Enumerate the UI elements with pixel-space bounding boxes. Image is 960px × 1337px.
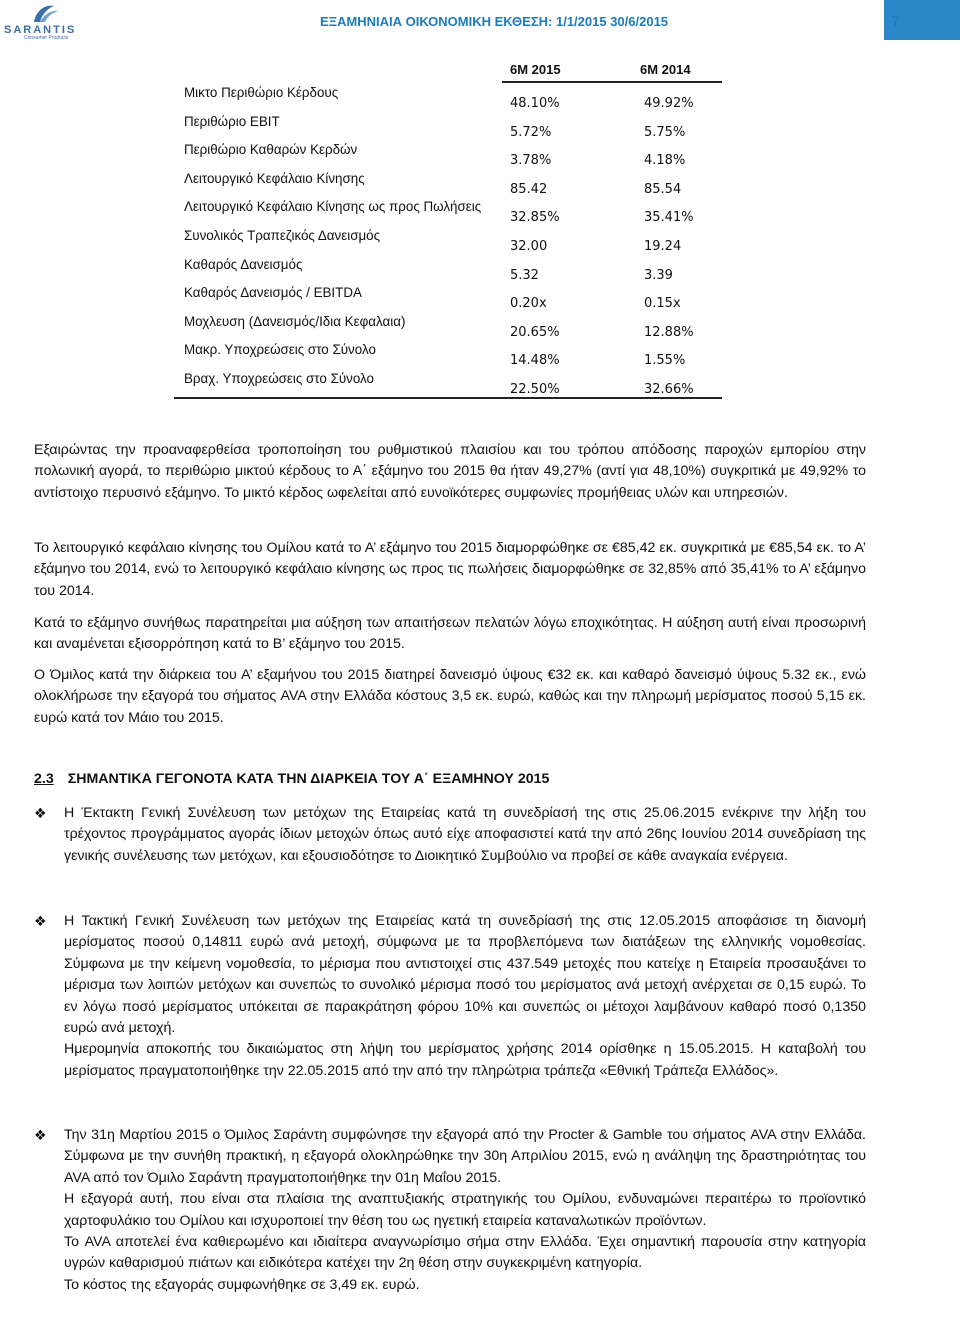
value-2015: 0.20x — [510, 296, 547, 312]
value-2014: 3.39 — [644, 267, 673, 283]
value-2015: 5.72% — [510, 124, 552, 140]
value-2015: 32.85% — [510, 210, 560, 226]
value-2014: 5.75% — [644, 124, 686, 140]
bullet-text: Το κόστος της εξαγοράς συμφωνήθηκε σε 3,49 εκ. ευρώ. — [64, 1276, 420, 1293]
ratio-label: Καθαρός Δανεισμός / EBITDA — [184, 285, 362, 301]
value-2014: 12.88% — [644, 324, 694, 340]
four-diamond-bullet-icon: ❖ — [34, 913, 47, 929]
value-2014: 4.18% — [644, 153, 686, 169]
company-logo — [4, 2, 82, 42]
ratio-label: Μοχλευση (Δανεισμός/Ιδια Κεφαλαια) — [184, 313, 406, 329]
value-2015: 85.42 — [510, 181, 548, 197]
bullet-item-agm-dividend — [34, 911, 866, 1082]
value-2015: 48.10% — [510, 96, 560, 111]
ratio-label: Καθαρός Δανεισμός — [184, 256, 303, 272]
value-2015: 3.78% — [510, 153, 552, 169]
bullet-text: Η εξαγορά αυτή, που είναι στα πλαίσια της αναπτυξιακής στρατηγικής του Ομίλου, ενδυναμώνει περαιτέρω το προϊοντικό χαρτοφυλάκιο του Ομίλου και ισχυροποιεί την θέση του ως ηγετική εταιρεία καταναλωτικών προϊόντων. — [64, 1191, 866, 1229]
paragraph-gross-margin: Εξαιρώντας την προαναφερθείσα τροποποίηση του ρυθμιστικού πλαισίου και του τρόπου απόδοσης παροχών εμπορίου στην πολωνική αγορά, το περιθώριο μικτού κέρδους το Α΄ εξάμηνο του 2015 θα ήταν 49,27% (αντί για 48,10%) συγκριτικά με 49,92% το αντίστοιχο περυσινό εξάμηνο. Το μικτό κέρδος ωφελείται από ευνοϊκότερες συμφωνίες προμήθειας υλών και υπηρεσιών. — [34, 442, 866, 501]
value-2015: 22.50% — [510, 381, 560, 397]
bullet-item-egm — [34, 803, 866, 867]
value-2015: 20.65% — [510, 324, 560, 340]
section-title: ΣΗΜΑΝΤΙΚΑ ΓΕΓΟΝΟΤΑ ΚΑΤΑ ΤΗΝ ΔΙΑΡΚΕΙΑ ΤΟΥ Α΄ ΕΞΑΜΗΝΟΥ 2015 — [67, 771, 550, 787]
value-2014: 1.55% — [644, 353, 686, 369]
values-2015 — [510, 94, 560, 409]
ratio-label: Περιθώριο EBIT — [184, 113, 280, 129]
logo-emblem-icon — [4, 2, 82, 26]
paragraph-borrowing: Ο Όμιλος κατά την διάρκεια του Α’ εξαμήνου του 2015 διατηρεί δανεισμό ύψους €32 εκ. και καθαρό δανεισμό ύψους 5.32 εκ., ενώ ολοκλήρωσε την εξαγορά του σήματος AVA στην Ελλάδα κόστους 3,5 εκ. ευρώ, καθώς και την πληρωμή μερίσματος ποσού 5,15 εκ. ευρώ κατά τον Μάιο του 2015. — [34, 667, 866, 726]
section-heading — [34, 771, 549, 787]
value-2014: 85.54 — [644, 181, 682, 197]
ratio-label: Μακρ. Υποχρεώσεις στο Σύνολο — [184, 342, 376, 358]
ratio-label: Μικτο Περιθώριο Κέρδους — [184, 85, 339, 100]
page-number: 7 — [891, 13, 900, 30]
bullet-text: Το AVA αποτελεί ένα καθιερωμένο και ιδιαίτερα αναγνωρίσιμο σήμα στην Ελλάδα. Έχει σημαντική παρουσία στην κατηγορία υγρών καθαρισμού πιάτων και ειδικότερα κατέχει την 2η θέση στην συγκεκριμένη κατηγορία. — [64, 1234, 866, 1272]
four-diamond-bullet-icon: ❖ — [34, 1127, 47, 1143]
section-number: 2.3 — [34, 771, 54, 787]
paragraph-seasonality: Κατά το εξάμηνο συνήθως παρατηρείται μια αύξηση των απαιτήσεων πελατών λόγω εποχικότητας. Η αύξηση αυτή είναι προσωρινή και αναμένεται εξισορρόπηση κατά το Β’ εξάμηνο του 2015. — [34, 615, 866, 653]
four-diamond-bullet-icon: ❖ — [34, 805, 47, 821]
value-2015: 14.48% — [510, 353, 560, 369]
values-2014 — [644, 94, 694, 409]
column-header-2014: 6M 2014 — [640, 62, 691, 77]
ratio-label: Βραχ. Υποχρεώσεις στο Σύνολο — [184, 370, 374, 386]
ratio-label: Συνολικός Τραπεζικός Δανεισμός — [184, 227, 381, 243]
page-header — [0, 0, 960, 44]
bullet-item-ava-acquisition — [34, 1125, 866, 1296]
bullet-text: Η Τακτική Γενική Συνέλευση των μετόχων της Εταιρείας κατά τη συνεδρίασή της στις 12.05.2015 αποφάσισε τη διανομή μερίσματος ποσού 0,14811 ευρώ ανά μετοχή, σύμφωνα με τα προβλεπόμενα των διατάξεων της ελληνικής νομοθεσίας. Σύμφωνα με την κείμενη νομοθεσία, το μέρισμα που αντιστοιχεί στις 437.549 μετοχές που κατείχε η Εταιρεία προσαυξάνει το μέρισμα των λοιπών μετόχων και συνεπώς το συνολικό μέρισμα ποσό του μερίσματος ανά μετοχή ανέρχεται σε 0,15 ευρώ. Το εν λόγω ποσό μερίσματος υπόκειται σε παρακράτηση φόρου 10% και συνεπώς οι μέτοχοι λαμβάνουν καθαρό ποσό 0,1350 ευρώ ανά μετοχή. — [64, 913, 866, 1037]
value-2015: 32.00 — [510, 238, 548, 254]
financial-ratios-table — [174, 53, 722, 399]
report-title: ΕΞΑΜΗΝΙΑΙΑ ΟΙΚΟΝΟΜΙΚΗ ΕΚΘΕΣΗ: 1/1/2015 30/6/2015 — [320, 14, 669, 29]
logo-subtext: Consumer Products — [24, 35, 69, 41]
value-2014: 32.66% — [644, 381, 694, 397]
logo-text: SARANTIS — [4, 24, 77, 36]
ratio-label: Λειτουργικό Κεφάλαιο Κίνησης — [184, 170, 365, 186]
value-2014: 0.15x — [644, 296, 681, 312]
ratio-labels — [184, 83, 481, 398]
value-2014: 35.41% — [644, 210, 694, 226]
value-2014: 19.24 — [644, 238, 682, 254]
value-2014: 49.92% — [644, 96, 694, 111]
bullet-text: Την 31η Μαρτίου 2015 ο Όμιλος Σαράντη συμφώνησε την εξαγορά από την Procter & Gamble του σήματος AVA στην Ελλάδα. Σύμφωνα με την συνήθη πρακτική, η εξαγορά ολοκληρώθηκε την 30η Απριλίου 2015, ενώ η ανάληψη της δραστηριότητας του AVA από τον Όμιλο Σαράντη πραγματοποιήθηκε την 01η Μαΐου 2015. — [64, 1127, 866, 1186]
ratio-label: Περιθώριο Καθαρών Κερδών — [184, 142, 358, 158]
bullet-text: Ημερομηνία αποκοπής του δικαιώματος στη λήψη του μερίσματος χρήσης 2014 ορίσθηκε η 15.05.2015. Η καταβολή του μερίσματος πραγματοποιήθηκε την 22.05.2015 από την από την πληρώτρια τράπεζα «Εθνική Τράπεζα Ελλάδος». — [64, 1041, 866, 1079]
paragraph-working-capital: Το λειτουργικό κεφάλαιο κίνησης του Ομίλου κατά το Α’ εξάμηνο του 2015 διαμορφώθηκε σε €85,42 εκ. συγκριτικά με €85,54 εκ. το Α’ εξάμηνο του 2014, ενώ το λειτουργικό κεφάλαιο κίνησης ως προς τις πωλήσεις διαμορφώθηκε σε 32,85% από 35,41% το Α’ εξάμηνο του 2014. — [34, 540, 866, 599]
ratio-label: Λειτουργικό Κεφάλαιο Κίνησης ως προς Πωλήσεις — [184, 199, 482, 215]
header-rule — [502, 81, 722, 83]
value-2015: 5.32 — [510, 267, 539, 283]
column-header-2015: 6M 2015 — [510, 62, 561, 77]
bullet-text: Η Έκτακτη Γενική Συνέλευση των μετόχων της Εταιρείας κατά τη συνεδρίασή της στις 25.06.2015 ενέκρινε την λήξη του τρέχοντος προγράμματος αγοράς ίδιων μετοχών όπως αυτό είχε αποφασιστεί κατά την από 26ης Ιουνίου 2014 συνεδρίαση της γενικής συνέλευσης των μετόχων, και εξουσιοδότησε το Διοικητικό Συμβούλιο να προβεί σε κάθε αναγκαία ενέργεια. — [64, 805, 866, 864]
